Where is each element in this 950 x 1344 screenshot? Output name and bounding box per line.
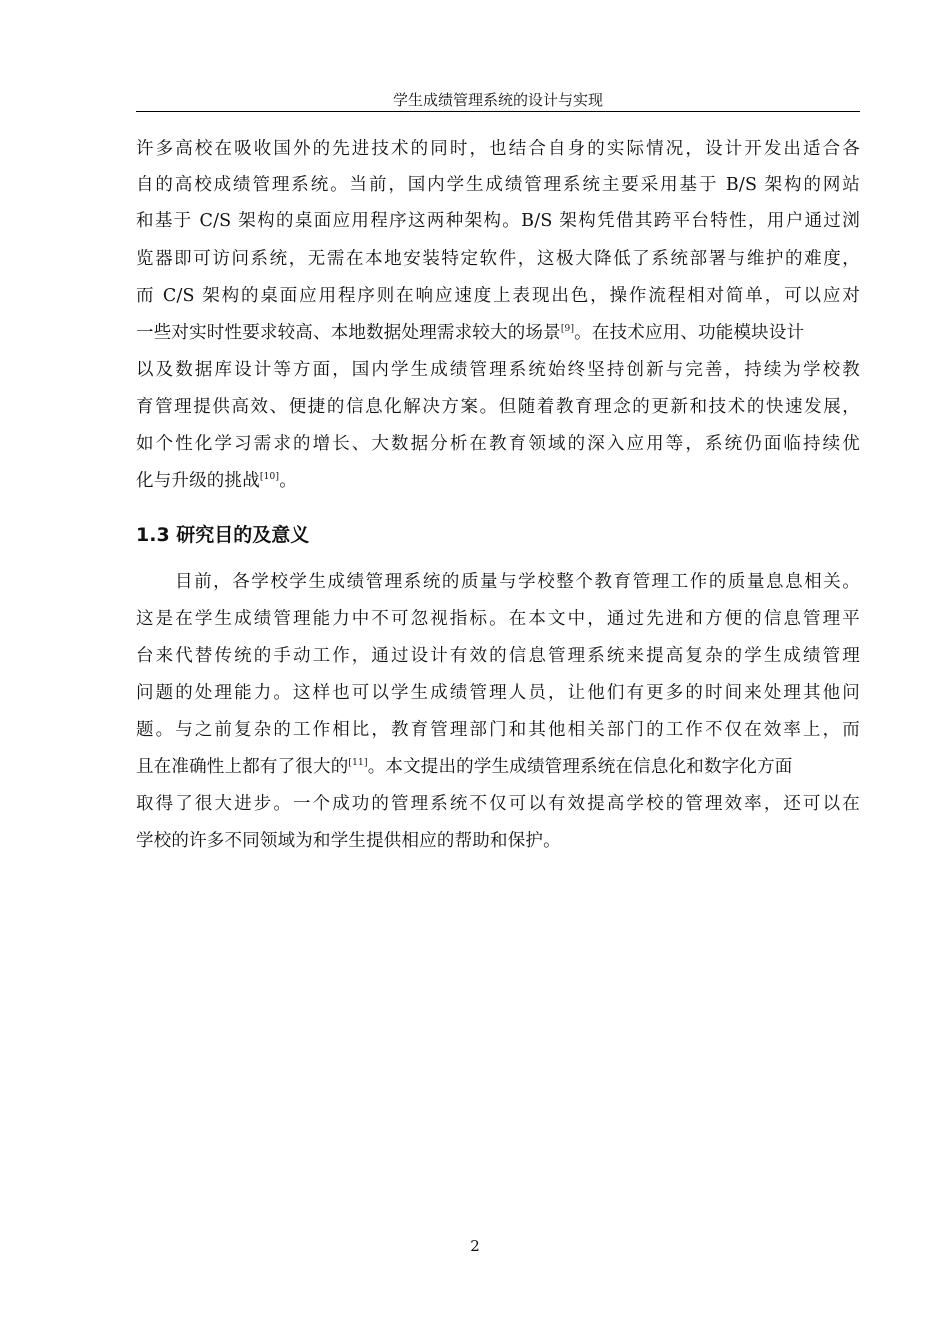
citation-10: [10]: [259, 472, 280, 482]
line-text: 一些对实时性要求较高、本地数据处理需求较大的场景: [136, 323, 561, 343]
paragraph-line: 取得了很大进步。一个成功的管理系统不仅可以有效提高学校的管理效率，还可以在: [136, 794, 860, 814]
line-text: 化与升级的挑战: [136, 471, 260, 491]
paragraph-line: 如个性化学习需求的增长、大数据分析在教育领域的深入应用等，系统仍面临持续优: [136, 434, 860, 454]
paragraph-line: 问题的处理能力。这样也可以学生成绩管理人员，让他们有更多的时间来处理其他问: [136, 683, 860, 703]
page-number: 2: [470, 1237, 480, 1255]
line-text: 。: [279, 471, 297, 491]
paragraph-line: 育管理提供高效、便捷的信息化解决方案。但随着教育理念的更新和技术的快速发展，: [136, 397, 860, 417]
paragraph-line-with-citation: [136, 469, 860, 493]
paragraph-line: 览器即可访问系统，无需在本地安装特定软件，这极大降低了系统部署与维护的难度，: [136, 249, 860, 269]
paragraph-line-with-citation: [136, 755, 860, 779]
paragraph-line: 题。与之前复杂的工作相比，教育管理部门和其他相关部门的工作不仅在效率上，而: [136, 720, 860, 740]
paragraph-line: 学校的许多不同领域为和学生提供相应的帮助和保护。: [136, 831, 561, 851]
line-text: 。本文提出的学生成绩管理系统在信息化和数字化方面: [367, 757, 793, 777]
paragraph-line: 以及数据库设计等方面，国内学生成绩管理系统始终坚持创新与完善，持续为学校教: [136, 360, 860, 380]
paragraph-line: 目前，各学校学生成绩管理系统的质量与学校整个教育管理工作的质量息息相关。: [175, 572, 860, 592]
paragraph-line: 这是在学生成绩管理能力中不可忽视指标。在本文中，通过先进和方便的信息管理平: [136, 609, 860, 629]
section-heading: 1.3 研究目的及意义: [136, 524, 310, 546]
paragraph-line: 许多高校在吸收国外的先进技术的同时，也结合自身的实际情况，设计开发出适合各: [136, 139, 860, 159]
page-header-title: 学生成绩管理系统的设计与实现: [392, 91, 603, 109]
paragraph-line: 自的高校成绩管理系统。当前，国内学生成绩管理系统主要采用基于 B/S 架构的网站: [136, 175, 860, 195]
paragraph-line-with-citation: [136, 321, 860, 345]
header-divider: [136, 111, 860, 112]
line-text: 且在准确性上都有了很大的: [136, 757, 349, 777]
paragraph-line: 和基于 C/S 架构的桌面应用程序这两种架构。B/S 架构凭借其跨平台特性，用户通过浏: [136, 211, 860, 231]
paragraph-line: 而 C/S 架构的桌面应用程序则在响应速度上表现出色，操作流程相对简单，可以应对: [136, 286, 860, 306]
citation-9: [9]: [560, 324, 575, 334]
line-text: 。在技术应用、功能模块设计: [574, 323, 805, 343]
paragraph-line: 台来代替传统的手动工作，通过设计有效的信息管理系统来提高复杂的学生成绩管理: [136, 646, 860, 666]
citation-11: [11]: [348, 758, 368, 768]
